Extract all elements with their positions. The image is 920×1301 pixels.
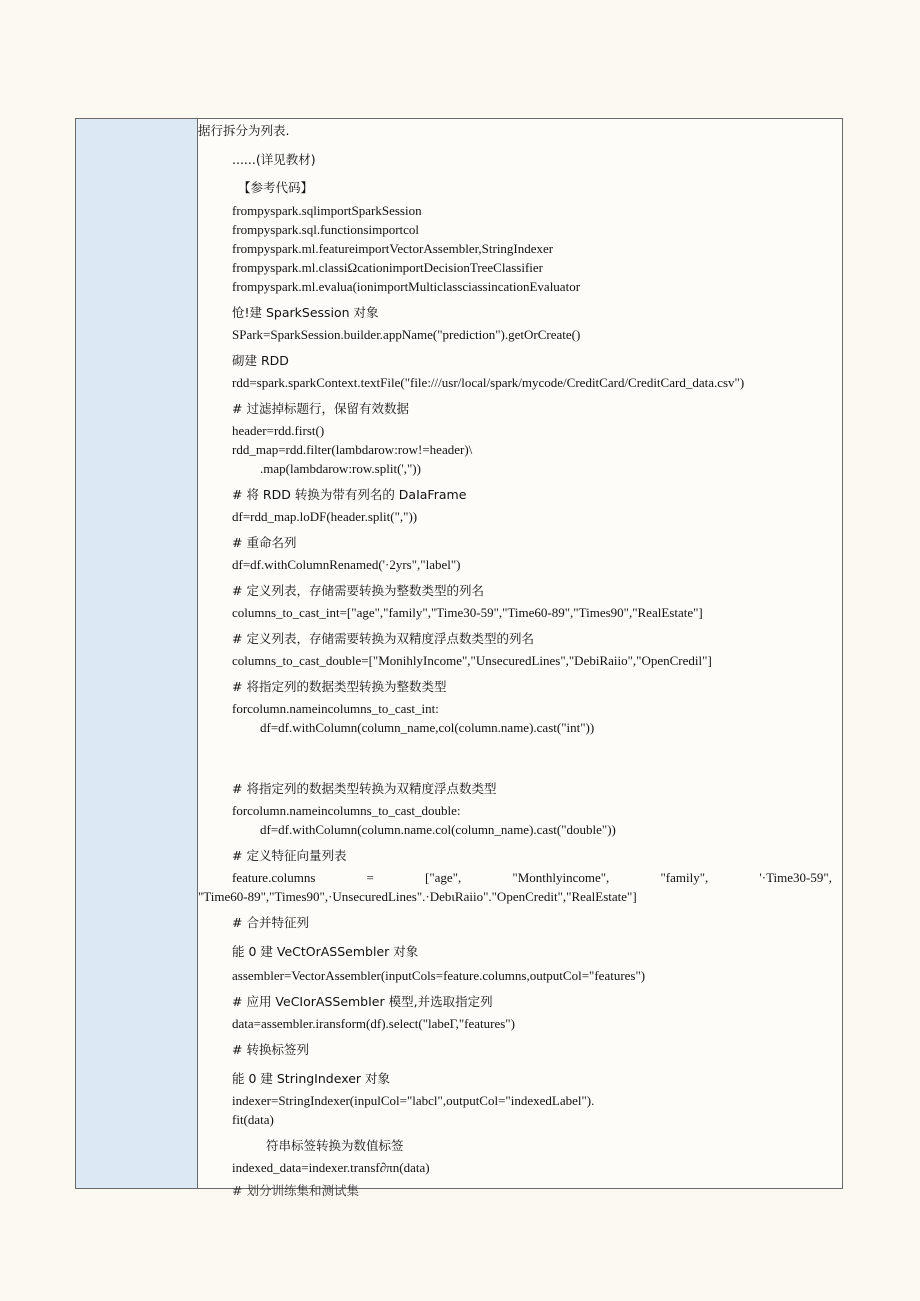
comment-line: 能 0 建 StringIndexer 对象 <box>232 1071 391 1086</box>
comment-line: # 合并特征列 <box>232 915 309 930</box>
comment-line: # 过滤掉标题行，保留有效数据 <box>232 401 409 416</box>
comment-line: 能 0 建 VeCtOrASSembler 对象 <box>232 944 419 959</box>
code-line: "Time60-89","Times90",·UnsecuredLines".·DebιRaiio"."OpenCredit","RealEstate"] <box>198 889 637 904</box>
code-line: data=assembler.iransform(df).select("labeΓ,"features") <box>232 1016 515 1031</box>
comment-line: 砌建 RDD <box>232 353 289 368</box>
comment-line: # 将指定列的数据类型转换为双精度浮点数类型 <box>232 781 497 796</box>
code-token: "family", <box>660 870 709 885</box>
comment-line: # 应用 VeCIorASSembIer 模型,并选取指定列 <box>232 994 493 1009</box>
code-token: "Monthlyincome", <box>512 870 610 885</box>
comment-line: # 将 RDD 转换为带有列名的 DaIaFrame <box>232 487 467 502</box>
code-line: df=df.withColumnRenamed('·2yrs","label") <box>232 557 461 572</box>
code-line: assembler=VectorAssembler(inputCols=feature.columns,outputCol="features") <box>232 968 646 983</box>
code-line: df=rdd_map.loDF(header.split(",")) <box>232 509 418 524</box>
code-line: frompyspark.sqlimportSparkSession <box>232 203 422 218</box>
comment-line: # 定义列表，存储需要转换为双精度浮点数类型的列名 <box>232 631 534 646</box>
code-line: rdd_map=rdd.filter(lambdarow:row!=header)\ <box>232 442 473 457</box>
code-line: header=rdd.first() <box>232 423 325 438</box>
text-line: ......(详见教材) <box>232 152 316 167</box>
code-line: SPark=SparkSession.builder.appName("prediction").getOrCreate() <box>232 327 581 342</box>
code-line: columns_to_cast_int=["age","family","Time30-59","Time60-89","Times90","RealEstate"] <box>232 605 703 620</box>
code-line: df=df.withColumn(column_name,col(column.name).cast("int")) <box>260 720 595 735</box>
comment-line: 符串标签转换为数值标签 <box>266 1138 404 1153</box>
code-line: frompyspark.ml.featureimportVectorAssembler,StringIndexer <box>232 241 554 256</box>
code-line: rdd=spark.sparkContext.textFile("file:///usr/local/spark/mycode/CreditCard/CreditCard_data.csv") <box>232 375 745 390</box>
comment-line: # 重命名列 <box>232 535 297 550</box>
comment-line: # 将指定列的数据类型转换为整数类型 <box>232 679 447 694</box>
code-line: frompyspark.ml.classiΩcationimportDecisionTreeClassifier <box>232 260 544 275</box>
label-column <box>76 119 198 1188</box>
code-line: forcolumn.nameincolumns_to_cast_double: <box>232 803 461 818</box>
code-line: .map(lambdarow:row.split(',")) <box>260 461 421 476</box>
code-line: columns_to_cast_double=["MonihlyIncome","UnsecuredLines","DebiRaiio","OpenCredil"] <box>232 653 712 668</box>
text-line: 据行拆分为列表. <box>198 123 290 138</box>
code-content <box>198 119 842 1198</box>
feature-columns-line <box>232 870 832 886</box>
code-line: fit(data) <box>232 1112 274 1127</box>
comment-line: # 定义特征向量列表 <box>232 848 347 863</box>
code-token: ["age", <box>425 870 462 885</box>
code-line: frompyspark.ml.evalua(ionimportMulticlassciassincationEvaluator <box>232 279 581 294</box>
code-line: forcolumn.nameincolumns_to_cast_int: <box>232 701 439 716</box>
code-token: '·Time30-59", <box>759 870 832 885</box>
comment-line: # 转换标签列 <box>232 1042 309 1057</box>
code-token: = <box>366 870 374 885</box>
code-line: indexer=StringIndexer(inpulCol="labcl",outputCol="indexedLabel"). <box>232 1093 595 1108</box>
heading-reference-code: 【参考代码】 <box>238 180 314 195</box>
code-line: indexed_data=indexer.transf∂πn(data) <box>232 1160 430 1175</box>
comment-line-clipped: # 划分训练集和测试集 <box>232 1183 359 1198</box>
comment-line: # 定义列表，存储需要转换为整数类型的列名 <box>232 583 484 598</box>
code-line: df=df.withColumn(column.name.col(column_name).cast("double")) <box>260 822 616 837</box>
comment-line: 怆!建 SparkSession 对象 <box>232 305 379 320</box>
code-token: feature.columns <box>232 870 316 885</box>
code-line: frompyspark.sql.functionsimportcol <box>232 222 420 237</box>
content-table <box>75 118 843 1198</box>
